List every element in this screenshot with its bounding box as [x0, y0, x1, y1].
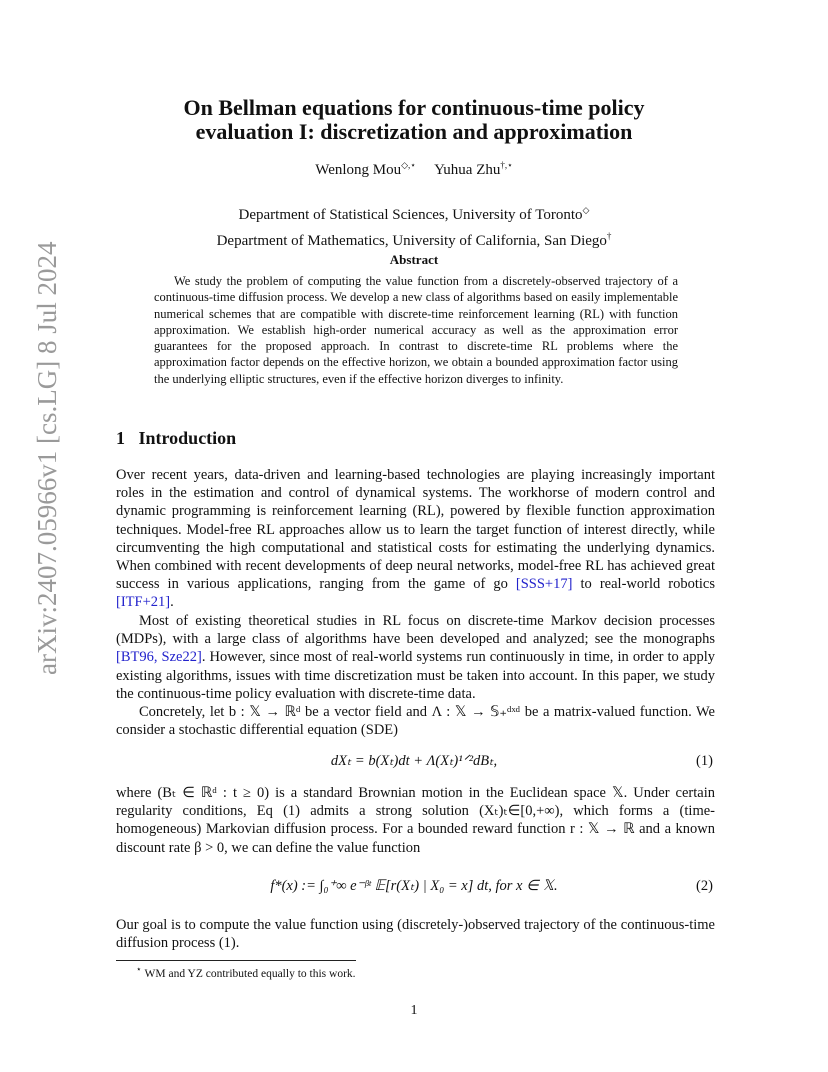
affiliations	[0, 200, 828, 252]
equation-1: dXₜ = b(Xₜ)dt + Λ(Xₜ)¹ᐟ²dBₜ,	[330, 753, 498, 769]
p1-text-a: Over recent years, data-driven and learning-based technologies are playing increasingly important roles in the estimation and control of dynamical systems. The workhorse of modern control and dynamic programming is reinforcement learning (RL), powered by flexible function approximation techniques. Model-free RL approaches allow us to learn the target function of interest directly, while circumventing the high computational and statistical costs for estimating the underlying dynamics. When combined with recent developments of deep neural networks, model-free RL has achieved great success in various applications, ranging from the game of go	[116, 467, 715, 593]
affiliation-2-mark: †	[606, 231, 612, 241]
section-heading	[116, 428, 236, 449]
p1-text-b: to real-world robotics	[572, 576, 715, 593]
equation-1-number: (1)	[696, 753, 713, 769]
footnote-text: WM and YZ contributed equally to this work.	[144, 967, 356, 980]
p2-text-a: Most of existing theoretical studies in RL focus on discrete-time Markov decision processes (MDPs), with a large class of algorithms have been developed and analyzed; see the monographs	[116, 613, 715, 648]
section-number: 1	[116, 428, 125, 448]
footnote-mark: ⋆	[136, 964, 142, 974]
affiliation-2: Department of Mathematics, University of California, San Diego	[216, 233, 607, 249]
author-list	[0, 160, 828, 179]
equation-2-number: (2)	[696, 878, 713, 894]
citation-sss17[interactable]: [SSS+17]	[515, 576, 573, 593]
p1-text-c: .	[170, 594, 174, 611]
author-2: Yuhua Zhu	[434, 162, 501, 178]
intro-paragraph-2	[116, 612, 715, 703]
page-number: 1	[410, 1003, 418, 1018]
p2-text-b: . However, since most of real-world systems run continuously in time, in order to apply existing algorithms, issues with time discretization must be taken into account. In this paper, we study the continuous-time policy evaluation with discrete-time data.	[116, 649, 716, 702]
intro-paragraph-1	[116, 466, 715, 612]
citation-bt96-sze22[interactable]: [BT96, Sze22]	[116, 649, 202, 666]
footnote-rule	[116, 960, 356, 961]
affiliation-1-mark: ◇	[582, 205, 590, 215]
affiliation-1: Department of Statistical Sciences, University of Toronto	[238, 207, 583, 223]
citation-itf21[interactable]: [ITF+21]	[116, 594, 171, 611]
equation-2: f*(x) := ∫₀⁺∞ e⁻ᵝᵗ 𝔼[r(Xₜ) | X₀ = x] dt, for x ∈ 𝕏.	[270, 878, 558, 894]
paper-title	[0, 96, 828, 144]
abstract-heading: Abstract	[389, 252, 439, 267]
abstract-body: We study the problem of computing the value function from a discretely-observed trajectory of a continuous-time diffusion process. We develop a new class of algorithms based on easily implementable numerical schemes that are compatible with discrete-time reinforcement learning (RL) with function approximation. We establish high-order numerical accuracy as well as the approximation error guarantees for the proposed approach. In contrast to discrete-time RL problems where the approximation factor depends on the effective horizon, we obtain a bounded approximation factor using the underlying elliptic structures, even if the effective horizon diverges to infinity.	[154, 274, 678, 386]
arxiv-sidebar-stamp: arXiv:2407.05966v1 [cs.LG] 8 Jul 2024	[32, 241, 62, 675]
intro-paragraph-5: Our goal is to compute the value function using (discretely-)observed trajectory of the continuous-time diffusion process (1).	[116, 917, 715, 952]
title-line-2: evaluation I: discretization and approximation	[195, 119, 633, 144]
author-2-marks: †,⋆	[500, 160, 513, 170]
intro-paragraph-3: Concretely, let b : 𝕏 → ℝᵈ be a vector field and Λ : 𝕏 → 𝕊₊ᵈˣᵈ be a matrix-valued function. We consider a stochastic differential equation (SDE)	[116, 704, 715, 739]
section-title: Introduction	[138, 428, 237, 448]
intro-paragraph-4: where (Bₜ ∈ ℝᵈ : t ≥ 0) is a standard Brownian motion in the Euclidean space 𝕏. Under certain regularity conditions, Eq (1) admits a strong solution (Xₜ)ₜ∈[0,+∞), which forms a (time-homogeneous) Markovian diffusion process. For a bounded reward function r : 𝕏 → ℝ and a known discount rate β > 0, we can define the value function	[116, 785, 715, 856]
footnote	[136, 964, 356, 980]
title-line-1: On Bellman equations for continuous-time policy	[183, 95, 645, 120]
author-1: Wenlong Mou	[315, 162, 402, 178]
author-1-marks: ◇,⋆	[401, 160, 416, 170]
